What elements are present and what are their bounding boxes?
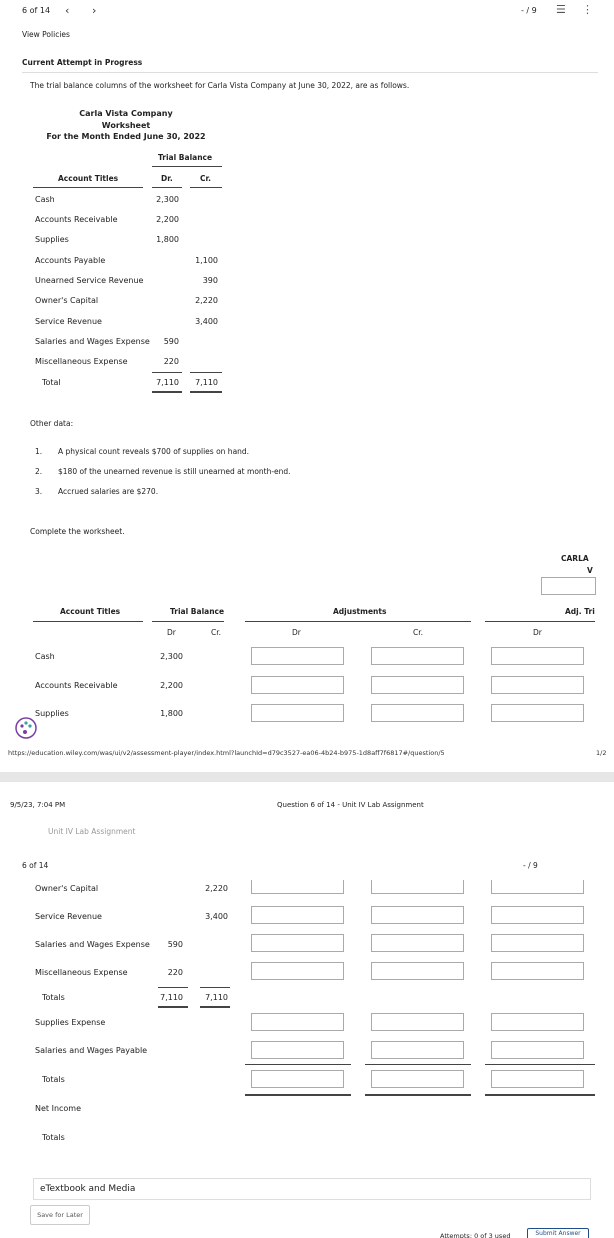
adj-cr-total-input[interactable] xyxy=(371,1070,464,1088)
attempts-text: Attempts: 0 of 3 used xyxy=(440,1232,511,1238)
adj-dr-input[interactable] xyxy=(251,934,344,952)
prev-arrow-icon[interactable]: ‹ xyxy=(65,4,70,17)
adj-cr-input[interactable] xyxy=(371,962,464,980)
adjtb-dr-input[interactable] xyxy=(491,1013,584,1031)
ws-totals3-label: Totals xyxy=(42,1133,65,1142)
ws-company-partial: CARLA xyxy=(561,554,589,563)
adjtb-dr-input[interactable] xyxy=(491,906,584,924)
ws-row-label: Cash xyxy=(35,652,55,661)
tb-header: Trial Balance xyxy=(158,153,213,162)
etextbook-link[interactable]: eTextbook and Media xyxy=(33,1178,591,1200)
adj-dr-input[interactable] xyxy=(251,906,344,924)
ws-row-label: Supplies xyxy=(35,709,69,718)
score-display: - / 9 xyxy=(521,6,537,15)
other-data-item: $180 of the unearned revenue is still unearned at month-end. xyxy=(58,467,291,476)
ws-title-input[interactable] xyxy=(541,577,596,595)
ws-adj-tb-header: Adj. Tri xyxy=(565,607,595,616)
save-for-later-button[interactable]: Save for Later xyxy=(30,1205,90,1225)
print-title: Question 6 of 14 - Unit IV Lab Assignment xyxy=(277,801,424,809)
adj-cr-input[interactable] xyxy=(371,647,464,665)
ws-row-label: Service Revenue xyxy=(35,912,102,921)
adj-cr-input[interactable] xyxy=(371,880,464,894)
ws-totals-label: Totals xyxy=(42,993,65,1002)
question-counter: 6 of 14 xyxy=(22,6,51,15)
ws-row-label: Supplies Expense xyxy=(35,1018,106,1027)
ws-row-label: Salaries and Wages Expense xyxy=(35,940,150,949)
adjtb-dr-total-input[interactable] xyxy=(491,1070,584,1088)
ws-totals2-label: Totals xyxy=(42,1075,65,1084)
print-page: 1/2 xyxy=(596,749,607,757)
score-display-2: - / 9 xyxy=(523,861,538,870)
adj-dr-input[interactable] xyxy=(251,704,344,722)
adj-dr-input[interactable] xyxy=(251,676,344,694)
print-url: https://education.wiley.com/was/ui/v2/assessment-player/index.html?launchId=d79c3527-ea06-4b24-b975-1d8aff7f6817#/question/5 xyxy=(8,749,445,757)
adj-dr-input[interactable] xyxy=(251,1041,344,1059)
view-policies-link[interactable]: View Policies xyxy=(22,30,70,39)
col-cr: Cr. xyxy=(200,174,211,183)
adj-cr-input[interactable] xyxy=(371,676,464,694)
adjtb-dr-input[interactable] xyxy=(491,1041,584,1059)
instruction: Complete the worksheet. xyxy=(30,527,125,536)
adjtb-dr-input[interactable] xyxy=(491,647,584,665)
adj-cr-input[interactable] xyxy=(371,934,464,952)
doc-title: Worksheet xyxy=(101,121,151,130)
col-account-titles: Account Titles xyxy=(58,174,119,183)
list-icon[interactable]: ☰ xyxy=(556,3,566,16)
assignment-name: Unit IV Lab Assignment xyxy=(48,827,136,836)
adjtb-dr-input[interactable] xyxy=(491,880,584,894)
print-datetime: 9/5/23, 7:04 PM xyxy=(10,801,66,809)
attempt-status: Current Attempt in Progress xyxy=(22,58,143,67)
ws-adj-header: Adjustments xyxy=(333,607,387,616)
adj-dr-total-input[interactable] xyxy=(251,1070,344,1088)
ws-row-label: Owner's Capital xyxy=(35,884,99,893)
adj-dr-input[interactable] xyxy=(251,647,344,665)
palette-icon[interactable] xyxy=(14,716,38,740)
adj-cr-input[interactable] xyxy=(371,1013,464,1031)
more-vertical-icon[interactable]: ⋮ xyxy=(582,3,593,16)
period-title: For the Month Ended June 30, 2022 xyxy=(46,132,206,141)
ws-company-partial2: V xyxy=(587,566,593,575)
adj-dr-input[interactable] xyxy=(251,880,344,894)
other-data-label: Other data: xyxy=(30,419,74,428)
ws-tb-header: Trial Balance xyxy=(170,607,225,616)
adj-cr-input[interactable] xyxy=(371,906,464,924)
question-counter-2: 6 of 14 xyxy=(22,861,49,870)
adj-dr-input[interactable] xyxy=(251,1013,344,1031)
submit-answer-button[interactable]: Submit Answer xyxy=(527,1228,589,1238)
ws-row-label: Accounts Receivable xyxy=(35,681,118,690)
company-name: Carla Vista Company xyxy=(79,109,173,118)
question-intro: The trial balance columns of the worksheet for Carla Vista Company at June 30, 2022, are as follows. xyxy=(30,81,410,90)
adj-cr-input[interactable] xyxy=(371,1041,464,1059)
adjtb-dr-input[interactable] xyxy=(491,676,584,694)
adj-cr-input[interactable] xyxy=(371,704,464,722)
ws-row-label: Miscellaneous Expense xyxy=(35,968,128,977)
ws-col-account-titles: Account Titles xyxy=(60,607,121,616)
page-break xyxy=(0,772,614,782)
col-dr: Dr. xyxy=(161,174,173,183)
adjtb-dr-input[interactable] xyxy=(491,934,584,952)
adjtb-dr-input[interactable] xyxy=(491,962,584,980)
adjtb-dr-input[interactable] xyxy=(491,704,584,722)
other-data-item: Accrued salaries are $270. xyxy=(58,487,159,496)
divider xyxy=(22,72,598,73)
ws-row-label: Salaries and Wages Payable xyxy=(35,1046,148,1055)
adj-dr-input[interactable] xyxy=(251,962,344,980)
other-data-item: A physical count reveals $700 of supplies on hand. xyxy=(58,447,250,456)
ws-net-income-label: Net Income xyxy=(35,1104,82,1113)
next-arrow-icon[interactable]: › xyxy=(92,4,97,17)
